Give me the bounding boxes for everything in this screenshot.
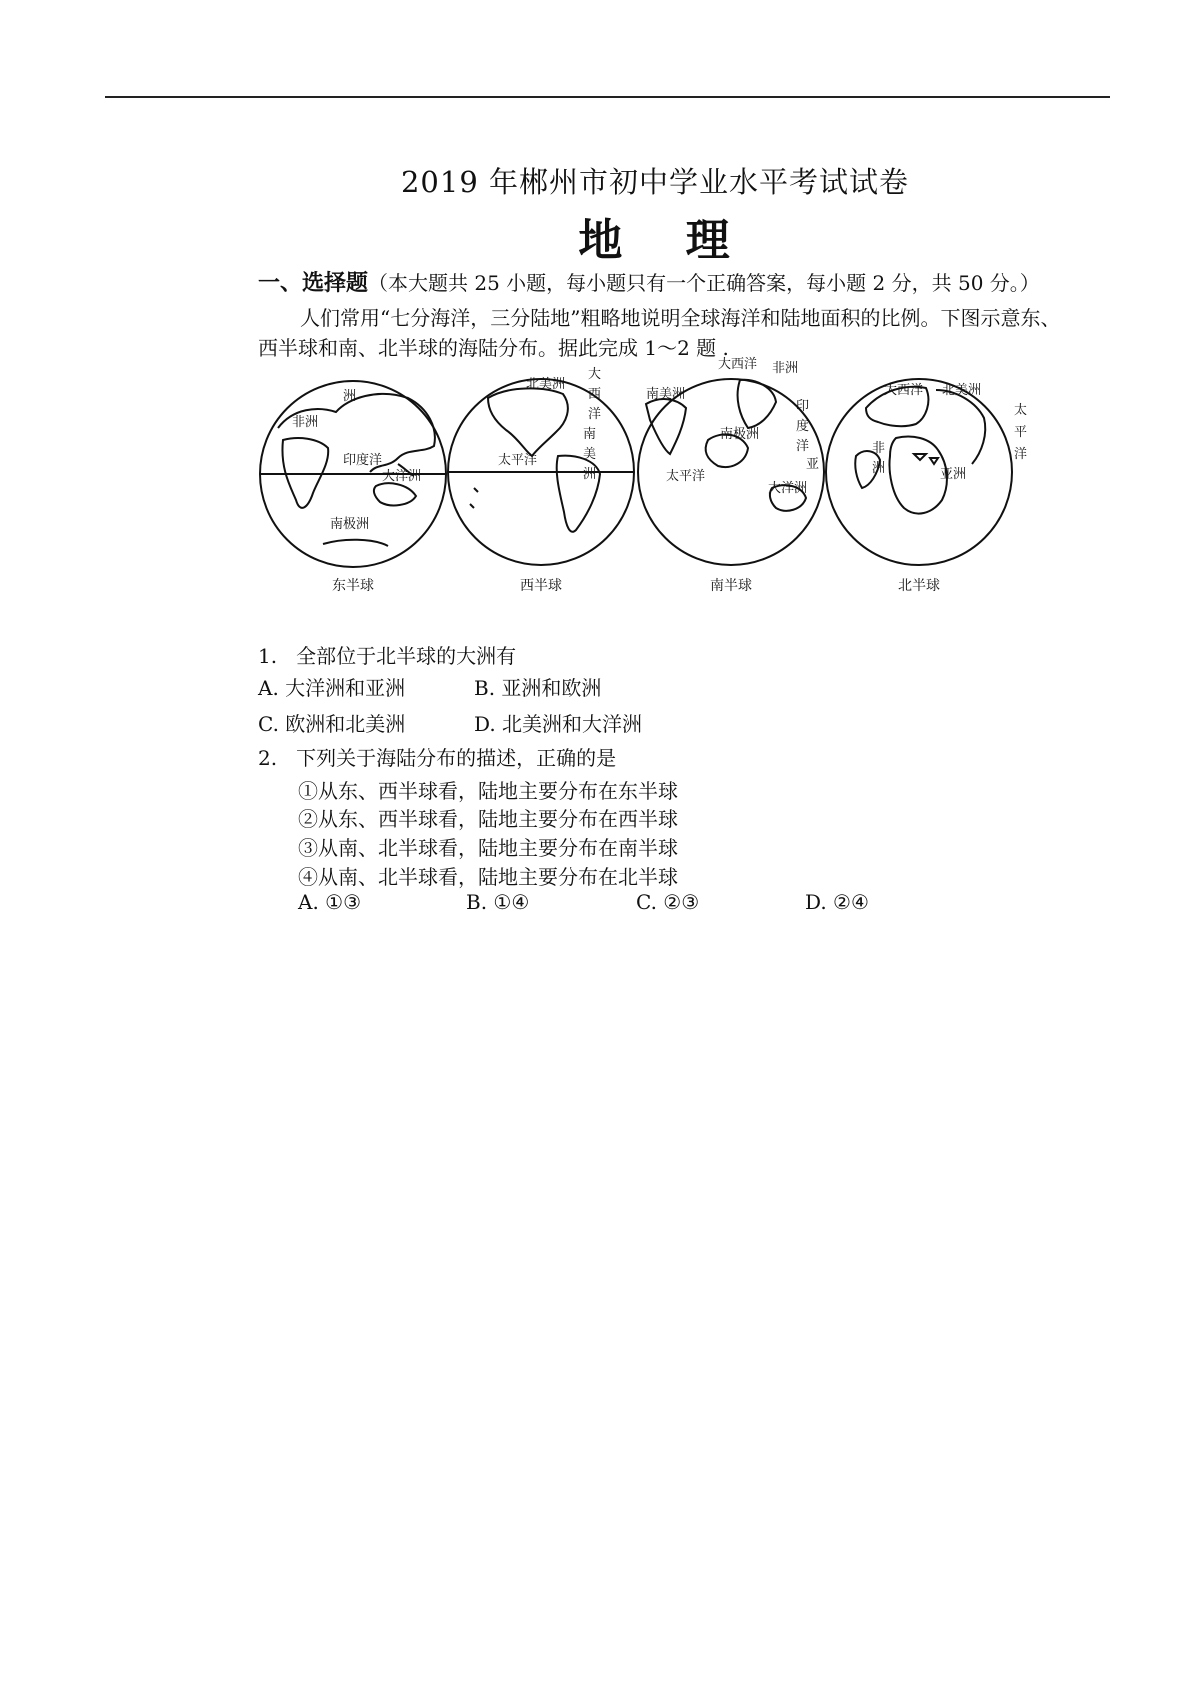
q2-option-a: A. ①③ <box>298 890 362 914</box>
q1-option-c: C. 欧洲和北美洲 <box>258 712 406 736</box>
section-heading <box>258 266 1040 297</box>
question-1-number: 1. <box>258 644 278 668</box>
intro-line-1: 人们常用“七分海洋，三分陆地”粗略地说明全球海洋和陆地面积的比例。下图示意东、 <box>300 306 1061 330</box>
q2-statement-3: ③从南、北半球看，陆地主要分布在南半球 <box>298 836 678 860</box>
q2-option-b: B. ①④ <box>466 890 530 914</box>
caption-south: 南半球 <box>710 578 752 594</box>
west-label-da: 大 <box>588 367 602 382</box>
q2-option-d: D. ②④ <box>805 890 869 914</box>
south-label-pacific: 太平洋 <box>666 469 706 484</box>
north-label-yang: 洋 <box>1014 447 1028 462</box>
north-label-north-america: 北美洲 <box>942 383 982 398</box>
question-1-stem <box>258 640 516 669</box>
south-label-south-america: 南美洲 <box>646 387 686 402</box>
section-note: （本大题共 25 小题，每小题只有一个正确答案，每小题 2 分，共 50 分。） <box>368 271 1040 295</box>
west-label-mei: 美 <box>583 447 597 462</box>
north-label-fei: 非 <box>872 441 886 456</box>
exam-title: 2019 年郴州市初中学业水平考试试卷 <box>400 165 910 199</box>
q2-statement-2: ②从东、西半球看，陆地主要分布在西半球 <box>298 807 678 831</box>
subject-char-2: 理 <box>685 215 732 266</box>
question-2-number: 2. <box>258 746 278 770</box>
south-label-oceania: 大洋洲 <box>768 481 808 496</box>
q2-statement-4: ④从南、北半球看，陆地主要分布在北半球 <box>298 865 678 889</box>
north-label-ping: 平 <box>1014 425 1028 440</box>
q1-option-d: D. 北美洲和大洋洲 <box>474 712 643 736</box>
section-title: 一、选择题 <box>258 270 369 296</box>
west-label-zhou: 洲 <box>583 467 597 482</box>
north-label-atlantic: 大西洋 <box>884 383 924 398</box>
east-label-antarctica: 南极洲 <box>330 517 370 532</box>
south-label-atlantic: 大西洋 <box>718 357 758 372</box>
q2-statement-1: ①从东、西半球看，陆地主要分布在东半球 <box>298 779 678 803</box>
question-2-stem <box>258 742 616 771</box>
west-label-yang: 洋 <box>588 407 602 422</box>
north-hemisphere-map <box>826 379 1012 565</box>
north-label-tai: 太 <box>1014 403 1028 418</box>
south-label-yang: 洋 <box>796 439 810 454</box>
header-rule <box>105 96 1110 98</box>
south-label-africa: 非洲 <box>772 361 799 376</box>
west-label-xi: 西 <box>588 387 602 402</box>
question-2-text: 下列关于海陆分布的描述，正确的是 <box>296 746 617 770</box>
north-label-zhou: 洲 <box>872 461 886 476</box>
west-label-north-america: 北美洲 <box>526 377 566 392</box>
east-label-africa: 非洲 <box>292 415 319 430</box>
q2-option-c: C. ②③ <box>636 890 700 914</box>
east-label-asia: 洲 <box>343 389 357 404</box>
west-label-pacific: 太平洋 <box>498 453 538 468</box>
hemisphere-figure <box>258 357 1118 598</box>
caption-east: 东半球 <box>332 578 374 594</box>
south-label-yin: 印 <box>796 399 810 414</box>
caption-west: 西半球 <box>520 578 562 594</box>
west-hemisphere-map <box>448 379 634 565</box>
south-label-ya: 亚 <box>806 457 820 472</box>
caption-north: 北半球 <box>898 578 940 594</box>
q1-option-a: A. 大洋洲和亚洲 <box>258 676 406 700</box>
subject-char-1: 地 <box>578 215 625 266</box>
south-label-du: 度 <box>796 419 810 434</box>
east-label-indian-ocean: 印度洋 <box>343 453 383 468</box>
east-label-oceania: 大洋洲 <box>382 469 422 484</box>
intro-line-2: 西半球和南、北半球的海陆分布。据此完成 1～2 题 . <box>258 336 729 360</box>
subject-title <box>0 204 1200 268</box>
north-label-asia: 亚洲 <box>940 467 967 482</box>
west-label-nan: 南 <box>583 427 597 442</box>
south-label-antarctica: 南极洲 <box>720 427 760 442</box>
q1-option-b: B. 亚洲和欧洲 <box>474 676 602 700</box>
question-1-text: 全部位于北半球的大洲有 <box>296 644 517 668</box>
